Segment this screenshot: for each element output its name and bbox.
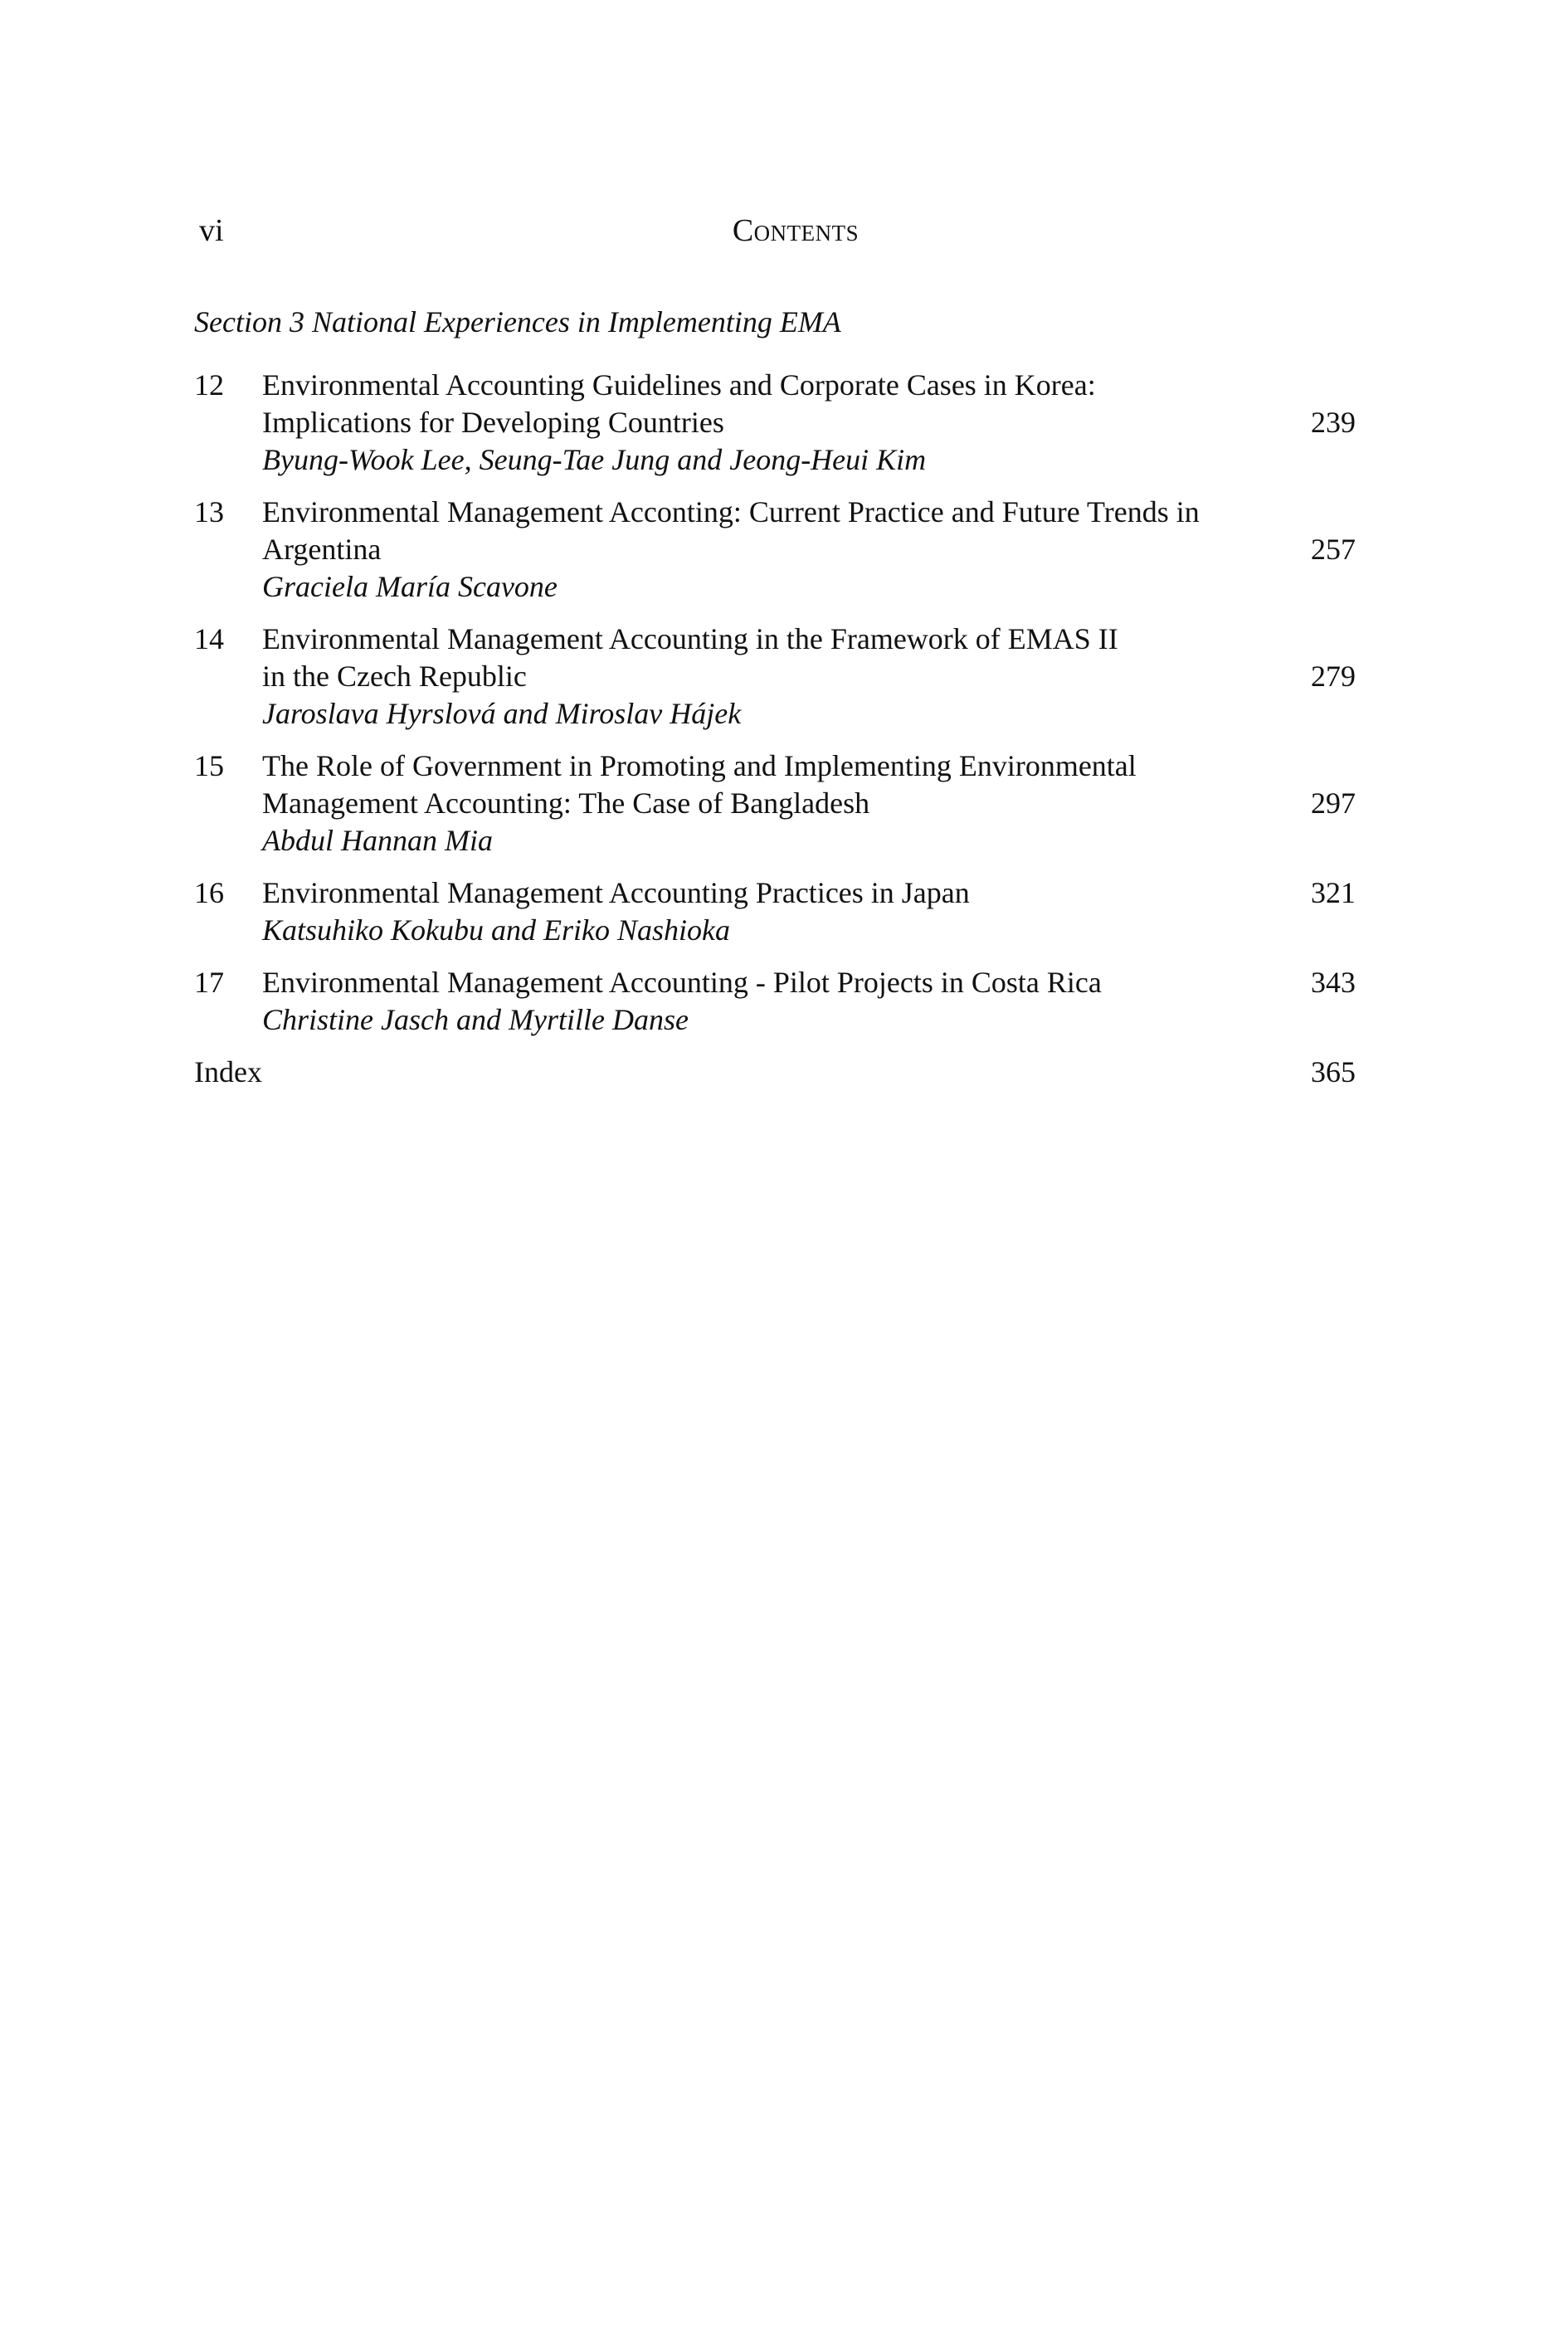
chapter-page-number: 257 — [1311, 533, 1356, 566]
chapter-number: 12 — [194, 368, 224, 402]
chapter-title-line: Environmental Accounting Guidelines and Corporate Cases in Korea: — [262, 368, 1096, 402]
chapter-title-line: in the Czech Republic — [262, 660, 527, 693]
chapter-title-line: Implications for Developing Countries — [262, 406, 724, 439]
chapter-number: 17 — [194, 966, 224, 999]
chapter-page-number: 321 — [1311, 876, 1356, 909]
chapter-title-line: Environmental Management Accounting - Pilot Projects in Costa Rica — [262, 966, 1102, 999]
chapter-number: 15 — [194, 749, 224, 782]
table-of-contents — [194, 367, 1356, 1091]
toc-entry-15[interactable] — [194, 747, 1356, 859]
running-head — [199, 207, 1362, 257]
chapter-title-line: Environmental Management Acconting: Current Practice and Future Trends in — [262, 495, 1200, 528]
toc-entry-14[interactable] — [194, 621, 1356, 733]
running-head-title: Contents — [732, 213, 859, 248]
chapter-authors: Abdul Hannan Mia — [262, 824, 493, 857]
chapter-title-line: Environmental Management Accounting Practices in Japan — [262, 876, 970, 909]
chapter-authors: Christine Jasch and Myrtille Danse — [262, 1003, 689, 1036]
chapter-authors: Byung-Wook Lee, Seung-Tae Jung and Jeong-Heui Kim — [262, 443, 927, 476]
chapter-number: 16 — [194, 876, 224, 909]
page-folio: vi — [199, 213, 224, 248]
index-label: Index — [194, 1055, 262, 1088]
chapter-number: 14 — [194, 622, 224, 655]
chapter-title-line: Environmental Management Accounting in the Framework of EMAS II — [262, 622, 1118, 655]
chapter-number: 13 — [194, 495, 224, 528]
toc-entry-13[interactable] — [194, 494, 1356, 606]
chapter-page-number: 239 — [1311, 406, 1356, 439]
chapter-authors: Graciela María Scavone — [262, 570, 558, 603]
chapter-title-line: Argentina — [262, 533, 382, 566]
chapter-page-number: 279 — [1311, 660, 1356, 693]
toc-entry-12[interactable] — [194, 367, 1356, 479]
toc-entry-index[interactable] — [194, 1054, 1356, 1091]
chapter-page-number: 343 — [1311, 966, 1356, 999]
chapter-authors: Jaroslava Hyrslová and Miroslav Hájek — [262, 697, 742, 730]
chapter-title-line: Management Accounting: The Case of Bangladesh — [262, 786, 870, 820]
index-page-number: 365 — [1311, 1055, 1356, 1088]
toc-entry-17[interactable] — [194, 964, 1356, 1039]
section-title: Section 3 National Experiences in Implementing EMA — [194, 305, 841, 338]
chapter-authors: Katsuhiko Kokubu and Eriko Nashioka — [262, 913, 730, 947]
chapter-page-number: 297 — [1311, 786, 1356, 820]
toc-entry-16[interactable] — [194, 874, 1356, 949]
chapter-title-line: The Role of Government in Promoting and Implementing Environmental — [262, 749, 1137, 782]
